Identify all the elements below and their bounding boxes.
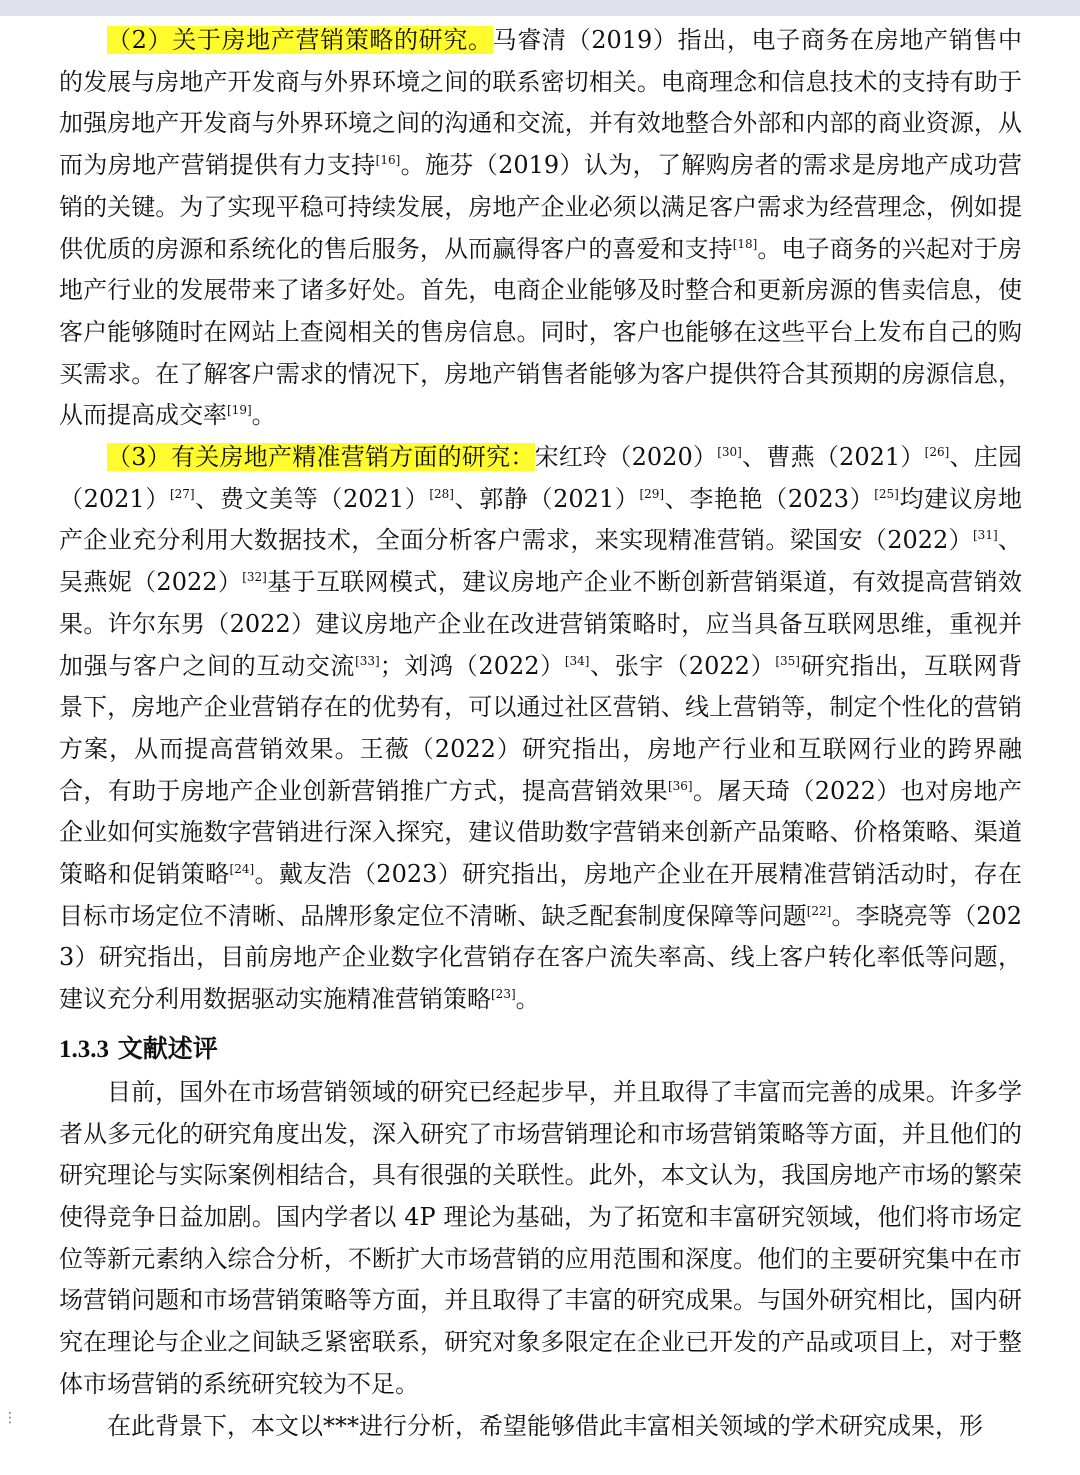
paragraph-text: 宋红玲（2020）	[534, 443, 718, 472]
paragraph-text: 、李艳艳（2023）	[664, 484, 875, 513]
highlighted-heading-marketing-strategy: （2）关于房地产营销策略的研究。	[107, 26, 493, 54]
citation-ref[interactable]: [36]	[667, 778, 693, 793]
paragraph-text: 。李晓亮等（2023）研究指出，目前房地产企业数字化营销存在客户流失率高、线上客户转化率低等问题，建议充分利用数据驱动实施精准营销策略	[59, 901, 1023, 1014]
paragraph-text: 。戴友浩（2023）研究指出，房地产企业在开展精准营销活动时，存在目标市场定位不清晰、品牌形象定位不清晰、缺乏配套制度保障等问题	[59, 860, 1023, 930]
citation-ref[interactable]: [31]	[973, 528, 998, 543]
citation-ref[interactable]: [23]	[491, 987, 516, 1002]
citation-ref[interactable]: [16]	[375, 153, 401, 168]
paragraph-text: 、张宇（2022）	[589, 651, 776, 680]
citation-ref[interactable]: [25]	[874, 486, 899, 501]
paragraph-review-body: 目前，国外在市场营销领域的研究已经起步早，并且取得了丰富而完善的成果。许多学者从多元化的研究角度出发，深入研究了市场营销理论和市场营销策略等方面，并且他们的研究理论与实际案例相结合，具有很强的关联性。此外，本文认为，我国房地产市场的繁荣使得竞争日益加剧。国内学者以 4P 理论为基础，为了拓宽和丰富研究领域，他们将市场定位等新元素纳入综合分析，不断扩大市场营销的应用范围和深度。他们的主要研究集中在市场营销问题和市场营销策略等方面，并且取得了丰富的研究成果。与国外研究相比，国内研究在理论与企业之间缺乏紧密联系，研究对象多限定在企业已开发的产品或项目上，对于整体市场营销的系统研究较为不足。	[59, 1077, 1022, 1398]
citation-ref[interactable]: [29]	[639, 486, 665, 501]
paragraph-text: 基于互联网模式，建议房地产企业不断创新营销渠道，有效提高营销效果。许尔东男（2022）建议房地产企业在改进营销策略时，应当具备互联网思维，重视并加强与客户之间的互动交流	[59, 568, 1023, 680]
citation-ref[interactable]: [35]	[775, 653, 800, 668]
citation-ref[interactable]: [22]	[806, 903, 832, 918]
paragraph-text: 。电子商务的兴起对于房地产行业的发展带来了诸多好处。首先，电商企业能够及时整合和更新房源的售卖信息，使客户能够随时在网站上查阅相关的售房信息。同时，客户也能够在这些平台上发布自己的购买需求。在了解客户需求的情况下，房地产销售者能够为客户提供符合其预期的房源信息，从而提高成交率	[59, 234, 1023, 430]
highlighted-heading-precision-marketing: （3）有关房地产精准营销方面的研究：	[107, 443, 535, 472]
paragraph-marketing-strategy	[59, 20, 1022, 437]
section-number: 1.3.3	[59, 1035, 109, 1063]
top-toolbar-strip	[0, 0, 1080, 16]
document-page	[59, 20, 1022, 1447]
section-title: 文献述评	[117, 1033, 218, 1063]
paragraph-text: 马睿清（2019）指出，电子商务在房地产销售中的发展与房地产开发商与外界环境之间的联系密切相关。电商理念和信息技术的支持有助于加强房地产开发商与外界环境之间的沟通和交流，并有效地整合外部和内部的商业资源，从而为房地产营销提供有力支持	[59, 26, 1022, 180]
paragraph-text: 。屠天琦（2022）也对房地产企业如何实施数字营销进行深入探究，建议借助数字营销来创新产品策略、价格策略、渠道策略和促销策略	[59, 776, 1023, 889]
paragraph-text: 、吴燕妮（2022）	[59, 526, 1022, 597]
citation-ref[interactable]: [34]	[564, 653, 590, 668]
paragraph-text: 研究指出，互联网背景下，房地产企业营销存在的优势有，可以通过社区营销、线上营销等，制定个性化的营销方案，从而提高营销效果。王薇（2022）研究指出，房地产行业和互联网行业的跨界融合，有助于房地产企业创新营销推广方式，提高营销效果	[59, 651, 1023, 805]
citation-ref[interactable]: [26]	[924, 445, 950, 460]
citation-ref[interactable]: [28]	[429, 486, 454, 501]
citation-ref[interactable]: [27]	[169, 486, 195, 501]
paragraph-text: 、庄园（2021）	[59, 443, 1023, 513]
paragraph-precision-marketing	[59, 437, 1022, 1021]
paragraph-text: 、费文美等（2021）	[194, 484, 430, 513]
citation-ref[interactable]: [30]	[717, 445, 742, 460]
citation-ref[interactable]: [33]	[355, 653, 380, 668]
citation-ref[interactable]: [19]	[227, 403, 252, 418]
paragraph-text: 、曹燕（2021）	[741, 443, 925, 472]
paragraph-review-continuation: 在此背景下，本文以***进行分析，希望能够借此丰富相关领域的学术研究成果，形	[107, 1411, 983, 1440]
vertical-dots-icon[interactable]: ⋮	[3, 1410, 17, 1426]
citation-ref[interactable]: [18]	[732, 236, 758, 251]
citation-ref[interactable]: [32]	[242, 570, 267, 585]
paragraph-text: ；刘鸿（2022）	[379, 651, 565, 680]
citation-ref[interactable]: [24]	[229, 862, 255, 877]
section-heading-literature-review	[59, 1031, 1022, 1068]
paragraph-text: 。施芬（2019）认为，了解购房者的需求是房地产成功营销的关键。为了实现平稳可持续发展，房地产企业必须以满足客户需求为经营理念，例如提供优质的房源和系统化的售后服务，从而赢得客户的喜爱和支持	[59, 151, 1023, 263]
paragraph-text: 。	[251, 401, 276, 430]
paragraph-text: 。	[515, 985, 540, 1014]
paragraph-text: 、郭静（2021）	[454, 484, 640, 513]
paragraph-text: 均建议房地产企业充分利用大数据技术，全面分析客户需求，来实现精准营销。梁国安（2022）	[59, 484, 1023, 555]
